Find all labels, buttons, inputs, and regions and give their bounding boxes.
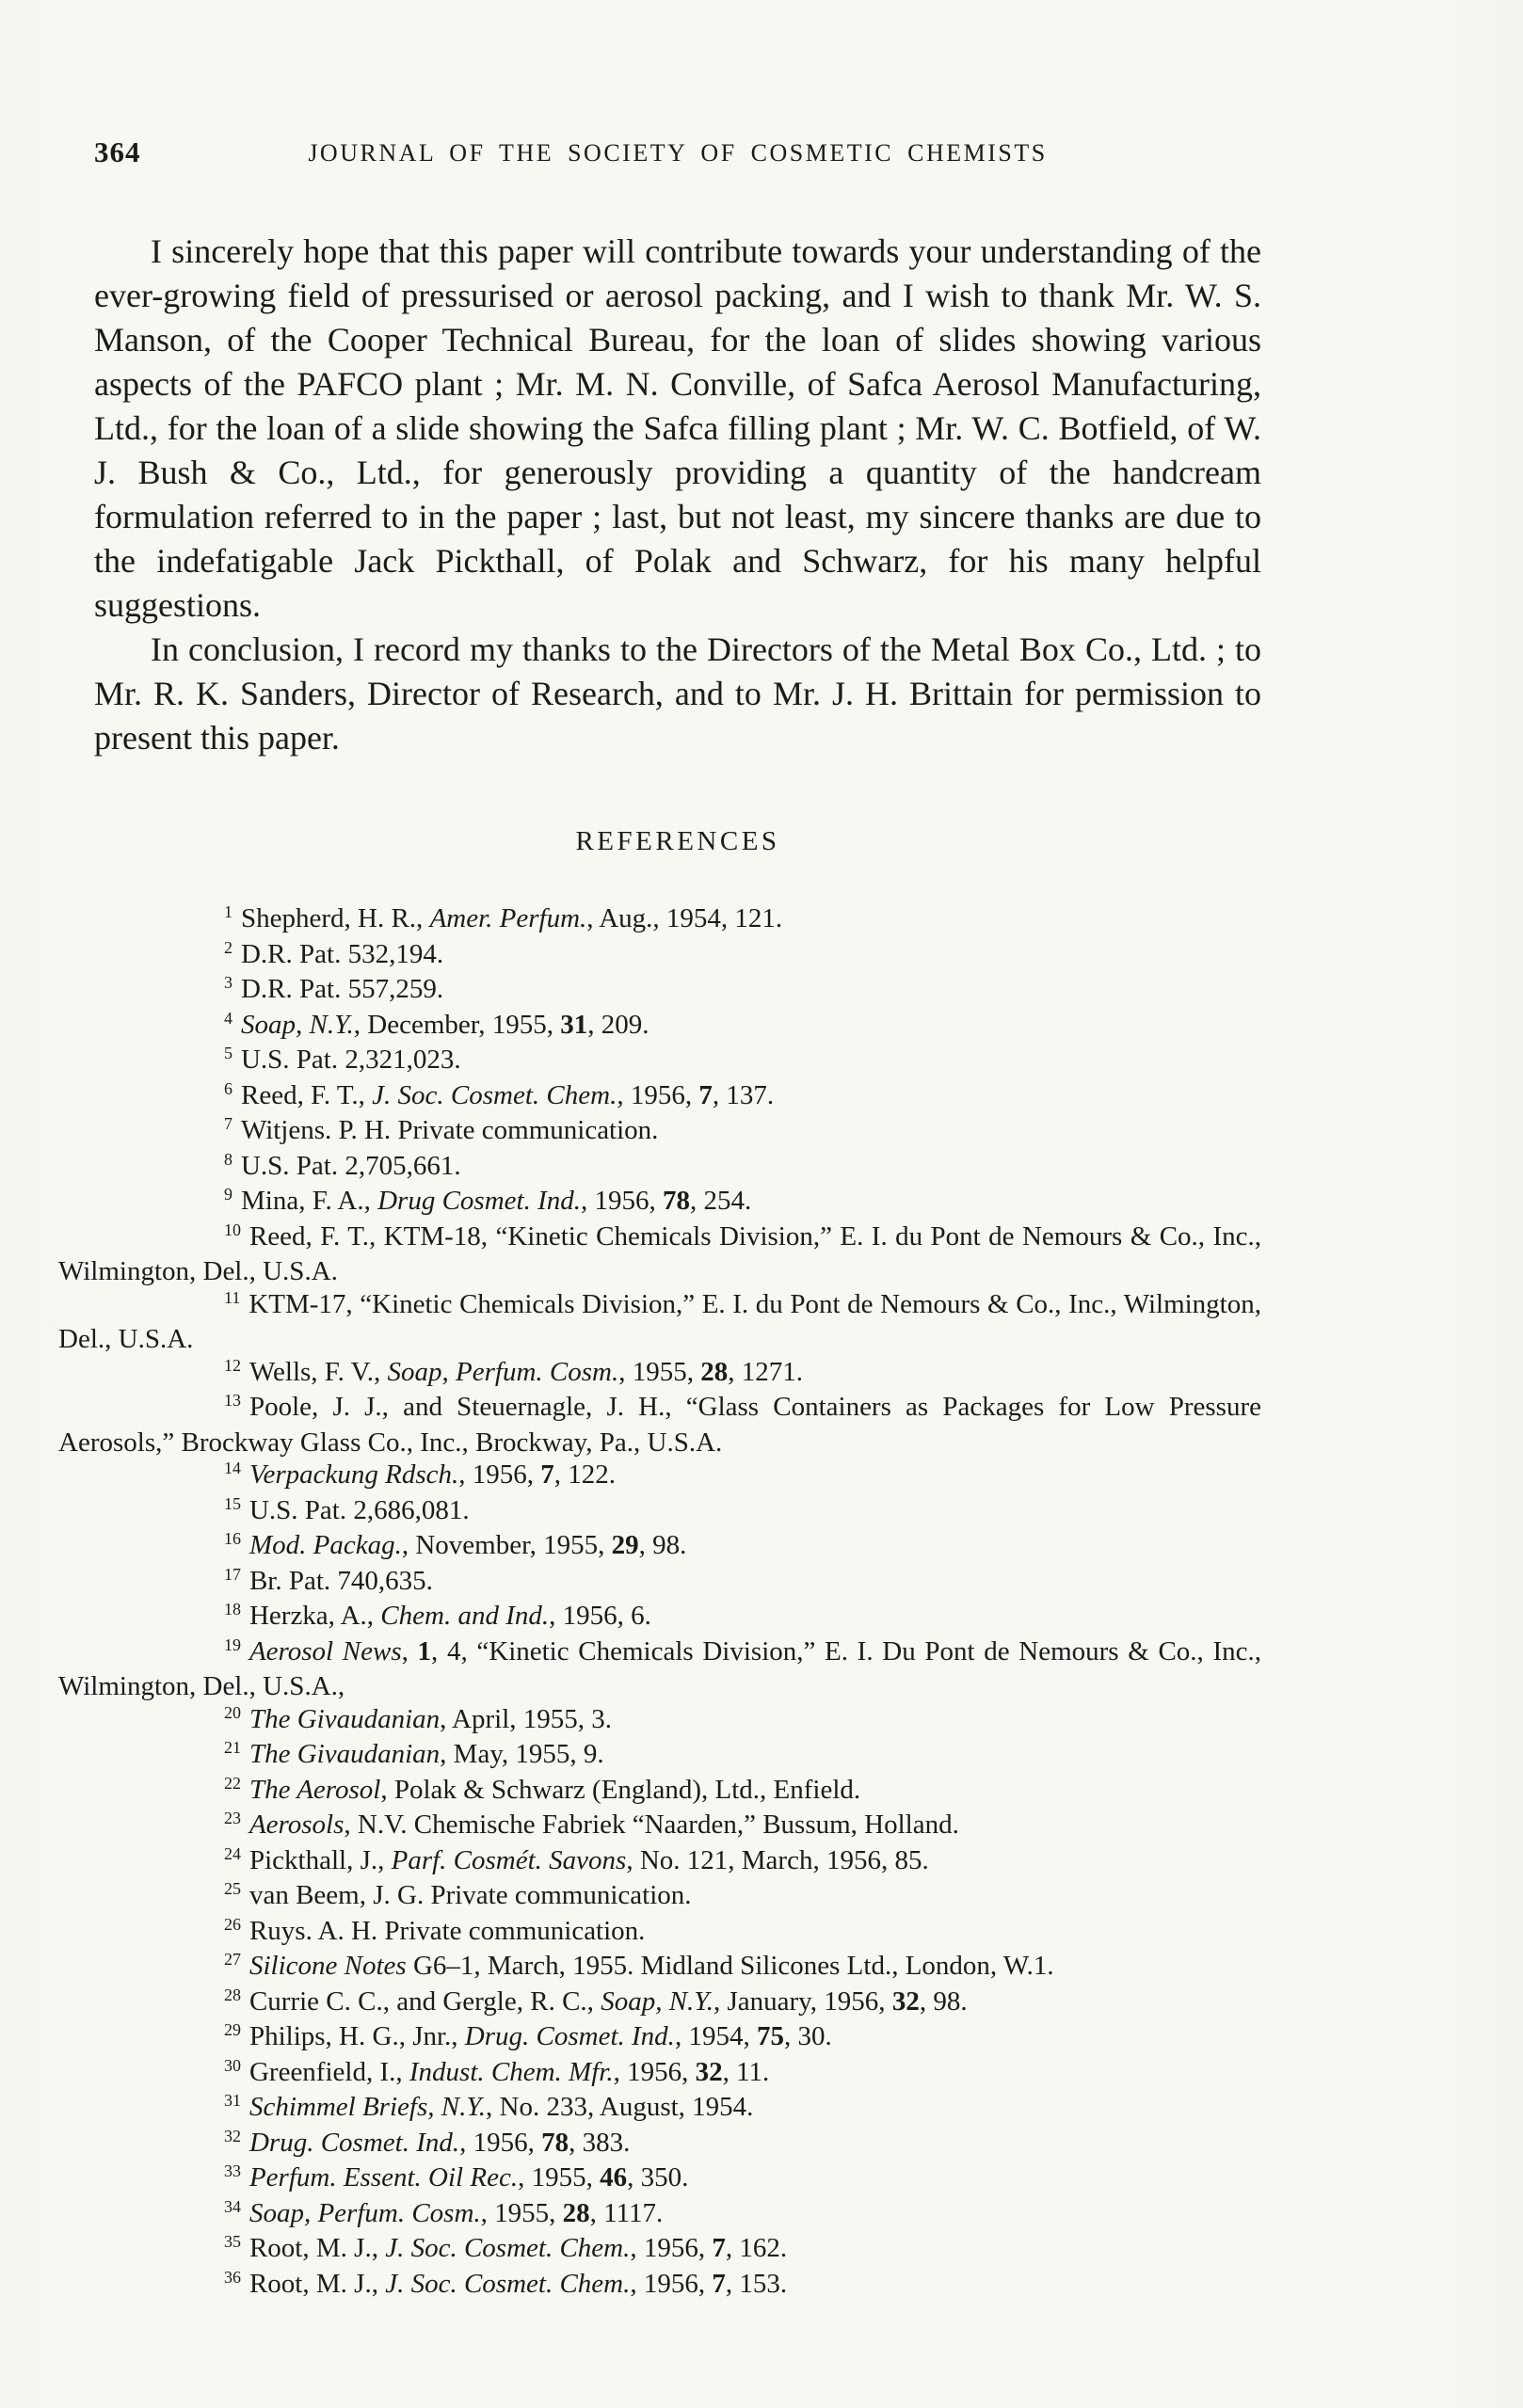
reference-item bbox=[58, 1044, 1261, 1079]
reference-number: 6 bbox=[224, 1078, 232, 1098]
reference-text: Perfum. Essent. Oil Rec. bbox=[248, 2162, 519, 2193]
reference-text: The Aerosol bbox=[248, 1774, 381, 1805]
references-heading: REFERENCES bbox=[575, 826, 780, 856]
reference-number: 8 bbox=[224, 1149, 232, 1169]
reference-text: 7 bbox=[698, 1079, 713, 1110]
reference-number: 30 bbox=[224, 2055, 241, 2075]
reference-text: Reed, F. T., KTM-18, “Kinetic Chemicals Division,” E. I. du Pont de Nemours & Co., Inc., Wilmington, Del., U.S.A. bbox=[58, 1220, 1261, 1286]
reference-number: 15 bbox=[224, 1493, 241, 1513]
reference-text: , 1956, bbox=[630, 2268, 713, 2299]
reference-number: 34 bbox=[224, 2196, 241, 2216]
reference-text: 7 bbox=[540, 1459, 554, 1490]
reference-text: Drug. Cosmet. Ind. bbox=[464, 2021, 675, 2051]
reference-text: Greenfield, I., bbox=[248, 2056, 409, 2087]
reference-text: 32 bbox=[695, 2056, 723, 2087]
reference-text: , 1956, bbox=[617, 1079, 699, 1110]
reference-text: , 1956, bbox=[613, 2056, 696, 2087]
reference-text: Wells, F. V., bbox=[248, 1356, 388, 1387]
reference-number: 26 bbox=[224, 1914, 241, 1934]
reference-text: D.R. Pat. 557,259. bbox=[240, 974, 444, 1004]
reference-text: , 350. bbox=[627, 2162, 689, 2193]
reference-text: 28 bbox=[700, 1356, 729, 1387]
reference-text: 46 bbox=[600, 2162, 628, 2193]
reference-number: 19 bbox=[224, 1635, 241, 1654]
page-header bbox=[94, 134, 1261, 173]
reference-item bbox=[58, 1150, 1261, 1186]
reference-number: 1 bbox=[224, 902, 232, 922]
reference-text: , April, 1955, 3. bbox=[440, 1703, 613, 1734]
reference-text: , bbox=[401, 1635, 418, 1666]
reference-item bbox=[58, 1220, 1261, 1288]
reference-number: 31 bbox=[224, 2091, 241, 2111]
reference-text: , No. 233, August, 1954. bbox=[486, 2092, 754, 2122]
reference-number: 36 bbox=[224, 2267, 241, 2287]
reference-text: Herzka, A., bbox=[248, 1601, 381, 1631]
reference-number: 2 bbox=[224, 937, 232, 957]
page-number: 364 bbox=[94, 136, 141, 168]
reference-number: 24 bbox=[224, 1843, 241, 1863]
reference-text: 78 bbox=[663, 1186, 690, 1216]
reference-text: U.S. Pat. 2,321,023. bbox=[240, 1045, 461, 1075]
article-body bbox=[94, 230, 1261, 760]
acknowledgements-paragraph: I sincerely hope that this paper will contribute towards your understanding of the ever-growing field of pressurised or aerosol packing, and I wish to thank Mr. W. S. Manson, of the Cooper Technical Bureau, for the loan of slides showing various aspects of the PAFCO plant ; Mr. M. N. Conville, of Safca Aerosol Manufacturing, Ltd., for the loan of a slide showing the Safca filling plant ; Mr. W. C. Botfield, of W. J. Bush & Co., Ltd., for generously providing a quantity of the handcream formulation referred to in the paper ; last, but not least, my sincere thanks are due to the indefatigable Jack Pickthall, of Polak and Schwarz, for his many helpful suggestions. bbox=[94, 232, 1261, 624]
reference-text: , 1956, bbox=[630, 2233, 713, 2263]
reference-item bbox=[58, 1079, 1261, 1115]
reference-text: , 98. bbox=[919, 1985, 968, 2017]
reference-text: , 122. bbox=[553, 1459, 616, 1490]
reference-text: 1 bbox=[417, 1635, 432, 1666]
reference-number: 4 bbox=[224, 1008, 232, 1028]
reference-number: 10 bbox=[224, 1220, 241, 1239]
reference-text: G6–1, March, 1955. Midland Silicones Ltd., London, W.1. bbox=[406, 1951, 1054, 1981]
reference-text: Indust. Chem. Mfr. bbox=[409, 2056, 614, 2087]
reference-text: 7 bbox=[712, 2268, 726, 2299]
reference-text: The Givaudanian bbox=[248, 1739, 441, 1769]
reference-text: Witjens. P. H. Private communication. bbox=[240, 1115, 659, 1145]
reference-number: 7 bbox=[224, 1114, 232, 1134]
reference-number: 27 bbox=[224, 1950, 241, 1969]
reference-text: , 209. bbox=[587, 1009, 649, 1040]
reference-text: Chem. and Ind. bbox=[380, 1601, 550, 1631]
reference-text: , 1956, 6. bbox=[549, 1601, 651, 1631]
reference-text: 7 bbox=[712, 2233, 726, 2263]
reference-item bbox=[58, 1114, 1261, 1150]
reference-text: Verpackung Rdsch. bbox=[248, 1459, 459, 1490]
reference-text: The Givaudanian bbox=[248, 1703, 441, 1734]
reference-text: , N.V. Chemische Fabriek “Naarden,” Bussum, Holland. bbox=[344, 1810, 959, 1840]
conclusion-paragraph: In conclusion, I record my thanks to the Directors of the Metal Box Co., Ltd. ; to Mr. R. K. Sanders, Director of Research, and to Mr. J. H. Brittain for permission to present this paper. bbox=[94, 630, 1261, 757]
reference-text: , 137. bbox=[712, 1079, 775, 1110]
reference-item bbox=[58, 973, 1261, 1009]
reference-text: Aerosols bbox=[248, 1810, 345, 1840]
reference-text: , November, 1955, bbox=[401, 1530, 612, 1560]
reference-item bbox=[58, 1009, 1261, 1045]
reference-text: , 1954, bbox=[674, 2021, 757, 2051]
reference-text: , 162. bbox=[725, 2233, 788, 2263]
reference-text: KTM-17, “Kinetic Chemicals Division,” E. I. du Pont de Nemours & Co., Inc., Wilmington, Del., U.S.A. bbox=[58, 1288, 1261, 1354]
reference-text: Soap, Perfum. Cosm. bbox=[387, 1356, 619, 1387]
reference-number: 16 bbox=[224, 1529, 241, 1549]
reference-text: J. Soc. Cosmet. Chem. bbox=[385, 2268, 631, 2299]
reference-text: 28 bbox=[562, 2197, 590, 2228]
reference-item bbox=[58, 938, 1261, 974]
reference-item bbox=[58, 1391, 1261, 1459]
reference-text: Schimmel Briefs, N.Y. bbox=[248, 2092, 487, 2122]
reference-text: J. Soc. Cosmet. Chem. bbox=[372, 1079, 617, 1110]
reference-text: J. Soc. Cosmet. Chem. bbox=[385, 2233, 631, 2263]
reference-text: , 1955, bbox=[518, 2162, 601, 2193]
reference-text: Philips, H. G., Jnr., bbox=[248, 2021, 465, 2051]
reference-text: Amer. Perfum. bbox=[429, 903, 587, 933]
reference-number: 25 bbox=[224, 1879, 241, 1899]
reference-text: , Polak & Schwarz (England), Ltd., Enfield. bbox=[380, 1774, 861, 1805]
references-list bbox=[58, 902, 1261, 2303]
reference-number: 29 bbox=[224, 2020, 241, 2040]
reference-text: , 11. bbox=[722, 2056, 770, 2087]
reference-text: , 4, “Kinetic Chemicals Division,” E. I. Du Pont de Nemours & Co., Inc., Wilmington, Del., U.S.A., bbox=[58, 1635, 1262, 1701]
reference-item bbox=[58, 1635, 1261, 1703]
reference-text: 78 bbox=[541, 2127, 569, 2158]
reference-text: 75 bbox=[756, 2021, 784, 2051]
reference-text: Soap, N.Y. bbox=[240, 1009, 354, 1040]
reference-text: 29 bbox=[611, 1530, 639, 1560]
reference-text: Reed, F. T., bbox=[240, 1079, 373, 1110]
journal-header: JOURNAL OF THE SOCIETY OF COSMETIC CHEMISTS bbox=[308, 139, 1048, 167]
reference-number: 21 bbox=[224, 1738, 241, 1758]
reference-item bbox=[58, 902, 1261, 938]
reference-text: Soap, N.Y. bbox=[601, 1985, 713, 2017]
reference-number: 3 bbox=[224, 973, 232, 993]
reference-text: 32 bbox=[891, 1985, 920, 2017]
reference-text: , 1955, bbox=[480, 2197, 563, 2228]
reference-text: Currie C. C., and Gergle, R. C., bbox=[248, 1985, 601, 2017]
reference-number: 14 bbox=[224, 1459, 241, 1478]
reference-text: , 1956, bbox=[459, 2127, 542, 2158]
reference-text: 31 bbox=[560, 1009, 588, 1040]
reference-number: 9 bbox=[224, 1185, 232, 1204]
reference-number: 18 bbox=[224, 1600, 241, 1619]
reference-item bbox=[58, 1288, 1261, 1356]
reference-text: , 1117. bbox=[589, 2197, 664, 2228]
reference-text: Drug Cosmet. Ind. bbox=[377, 1186, 581, 1216]
reference-text: D.R. Pat. 532,194. bbox=[240, 938, 444, 969]
reference-number: 11 bbox=[224, 1287, 241, 1307]
reference-text: , 1956, bbox=[581, 1186, 663, 1216]
reference-text: U.S. Pat. 2,705,661. bbox=[240, 1150, 461, 1181]
reference-text: Mina, F. A., bbox=[240, 1186, 378, 1216]
reference-text: Ruys. A. H. Private communication. bbox=[248, 1915, 646, 1946]
reference-number: 33 bbox=[224, 2161, 241, 2181]
reference-text: Aerosol News bbox=[248, 1635, 402, 1666]
reference-text: Shepherd, H. R., bbox=[240, 903, 430, 933]
reference-text: Mod. Packag. bbox=[248, 1530, 402, 1560]
reference-text: Root, M. J., bbox=[248, 2233, 386, 2263]
reference-text: , 30. bbox=[783, 2021, 832, 2051]
reference-text: , No. 121, March, 1956, 85. bbox=[626, 1844, 929, 1875]
reference-number: 12 bbox=[224, 1355, 241, 1375]
reference-text: , 153. bbox=[725, 2268, 788, 2299]
reference-text: , Aug., 1954, 121. bbox=[586, 903, 783, 933]
reference-number: 23 bbox=[224, 1809, 241, 1828]
reference-text: , 98. bbox=[638, 1530, 687, 1560]
reference-text: Br. Pat. 740,635. bbox=[248, 1565, 433, 1596]
reference-number: 32 bbox=[224, 2126, 241, 2145]
reference-text: Poole, J. J., and Steuernagle, J. H., “Glass Containers as Packages for Low Pressure Aerosols,” Brockway Glass Co., Inc., Brockway, Pa., U.S.A. bbox=[58, 1392, 1261, 1458]
reference-text: , 254. bbox=[690, 1186, 752, 1216]
reference-text: Pickthall, J., bbox=[248, 1844, 392, 1875]
reference-text: Parf. Cosmét. Savons bbox=[391, 1844, 627, 1875]
reference-text: , December, 1955, bbox=[353, 1009, 561, 1040]
reference-text: Silicone Notes bbox=[248, 1951, 407, 1981]
reference-number: 22 bbox=[224, 1773, 241, 1793]
reference-text: , 1956, bbox=[458, 1459, 541, 1490]
reference-text: U.S. Pat. 2,686,081. bbox=[248, 1494, 470, 1525]
reference-number: 28 bbox=[224, 1985, 241, 2004]
reference-number: 20 bbox=[224, 1702, 241, 1722]
reference-text: Drug. Cosmet. Ind. bbox=[248, 2127, 460, 2158]
reference-text: , 1271. bbox=[728, 1356, 803, 1387]
reference-text: , 383. bbox=[569, 2127, 631, 2158]
reference-text: van Beem, J. G. Private communication. bbox=[248, 1880, 692, 1910]
reference-number: 17 bbox=[224, 1564, 241, 1584]
reference-text: , May, 1955, 9. bbox=[440, 1739, 604, 1769]
reference-text: , 1955, bbox=[618, 1356, 701, 1387]
reference-item bbox=[58, 2268, 1261, 2304]
reference-text: , January, 1956, bbox=[713, 1985, 892, 2017]
reference-text: Root, M. J., bbox=[248, 2268, 386, 2299]
reference-number: 5 bbox=[224, 1044, 232, 1063]
reference-number: 13 bbox=[224, 1391, 241, 1411]
reference-number: 35 bbox=[224, 2232, 241, 2252]
reference-text: Soap, Perfum. Cosm. bbox=[248, 2197, 481, 2228]
